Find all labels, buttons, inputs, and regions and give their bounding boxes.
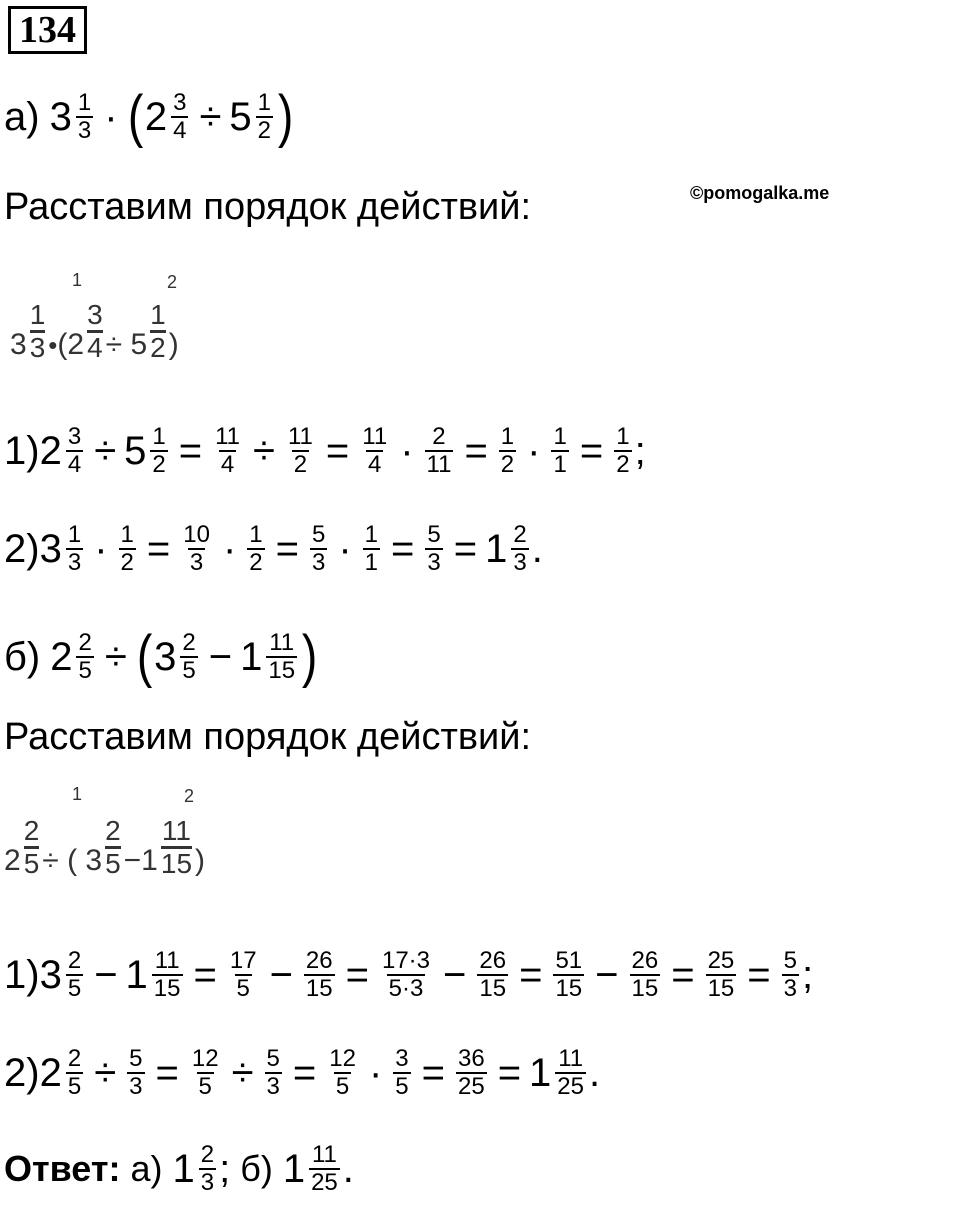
part-b-step-2: 2) 2 $\frac{2}{5}$ ÷ $\frac{5}{3}$ = $\frac{12}{5}$ ÷ $\frac{5}{3}$ = $\frac{12}{5}$ · $\frac{3}{5}$ = $\frac{36}{25}$ = 1 11 25 . xyxy=(4,1045,601,1100)
answer-line: Ответ: а) 1 2 3 ; б) 1 11 25 . xyxy=(4,1141,354,1196)
part-b-order-mark-2: 1 xyxy=(72,784,83,804)
part-b-label: б) xyxy=(4,635,41,679)
answer-a-label: а) xyxy=(130,1148,163,1189)
part-b-order-heading: Расставим порядок действий: xyxy=(4,716,532,758)
part-b-step1-label: 1) xyxy=(4,953,40,997)
part-a-order-mark-1: 2 xyxy=(167,272,178,292)
part-b-order-mark-1: 2 xyxy=(184,786,195,806)
part-a-expression: а) 3 1 3 · ( 2 $\frac{3}{4}$ ÷ 5 1 2 ) xyxy=(4,84,294,149)
problem-number: 134 xyxy=(8,6,87,54)
part-a-step1-label: 1) xyxy=(4,429,40,473)
part-a-label: а) xyxy=(4,95,40,139)
part-a-order-mark-2: 1 xyxy=(72,270,83,290)
watermark: ©pomogalka.me xyxy=(690,183,830,203)
part-a-order-expression: 3 1 3 • (2 $\frac{3}{4}$ ÷ 5 1 2 ) xyxy=(10,299,179,363)
part-b-step2-label: 2) xyxy=(4,1051,40,1095)
part-a-step2-label: 2) xyxy=(4,527,40,571)
part-b-step-1: 1) 3 2 5 − 1 $\frac{11}{15}$ = $\frac{17}{5}$ − $\frac{26}{15}$ = $\frac{17\cdot 3}{5\cdot 3}$ − $\frac{26}{15}$ = $\frac{51}{15}$ − $\frac{26}{15}$ = $\frac{25}{15}$ = $\frac{5}{3}$ ; xyxy=(4,947,814,1002)
answer-b-label: б) xyxy=(240,1148,273,1189)
part-b-expression: б) 2 $\frac{2}{5}$ ÷ ( 3 2 5 − 1 11 15 ) xyxy=(4,624,318,689)
part-b-order-expression: 2 $\frac{2}{5}$ ÷ ( 3 2 5 −1 11 15 ) xyxy=(4,815,206,879)
answer-label: Ответ: xyxy=(4,1148,121,1189)
part-a-step-2: 2) 3 1 3 · $\frac{1}{2}$ = $\frac{10}{3}$ · $\frac{1}{2}$ = $\frac{5}{3}$ · $\frac{1}{1}$ = $\frac{5}{3}$ = 1 2 3 . xyxy=(4,521,543,576)
part-a-step-1: 1) 2 $\frac{3}{4}$ ÷ 5 $\frac{1}{2}$ = $\frac{11}{4}$ ÷ $\frac{11}{2}$ = $\frac{11}{4}$ · $\frac{2}{11}$ = $\frac{1}{2}$ · $\frac{1}{1}$ = $\frac{1}{2}$ ; xyxy=(4,423,646,478)
part-a-order-heading: Расставим порядок действий: xyxy=(4,186,532,228)
